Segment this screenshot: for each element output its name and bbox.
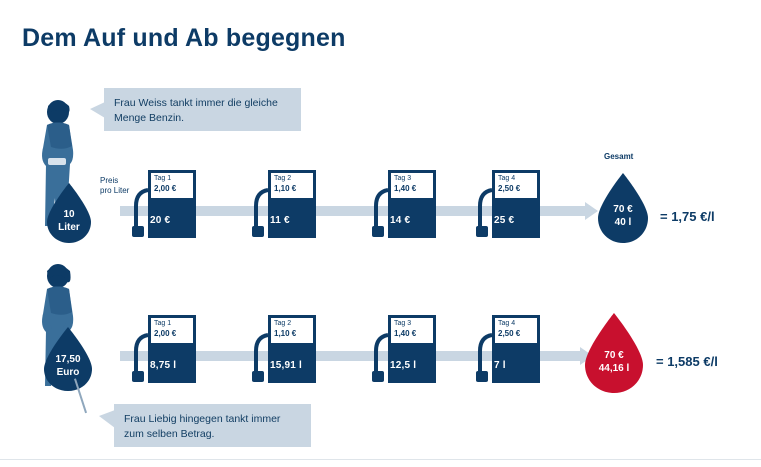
pump-price-label: 1,40 € [394, 183, 417, 193]
pump-day-label: Tag 4 [498, 320, 516, 327]
pump-price-label: 2,50 € [498, 328, 521, 338]
fuel-pump-icon [370, 331, 392, 383]
pump-day-label: Tag 1 [154, 320, 172, 327]
pump-display [391, 173, 433, 198]
pump-price-label: 2,00 € [154, 183, 177, 193]
price-per-liter-caption: Preis pro Liter [100, 176, 130, 196]
pump-price-label: 1,40 € [394, 328, 417, 338]
speech-bubble-liebig-text: Frau Liebig hingegen tankt immer zum selben Betrag. [124, 413, 281, 441]
pump-price-label: 1,10 € [274, 328, 297, 338]
total-caption-top: Gesamt [604, 152, 634, 161]
pump-value-label: 15,91 l [270, 359, 302, 371]
pump-display [391, 318, 433, 343]
pump-value-label: 11 € [270, 214, 290, 226]
start-drop-liebig [38, 326, 98, 392]
start-drop-liebig-line2: Euro [56, 366, 80, 378]
fuel-pump-icon [370, 186, 392, 238]
speech-bubble-weiss-text: Frau Weiss tankt immer die gleiche Menge Benzin. [114, 97, 278, 125]
pump-price-label: 1,10 € [274, 183, 297, 193]
fuel-pump-icon [130, 331, 152, 383]
start-drop-weiss-line2: Liter [58, 221, 80, 233]
pump-day-label: Tag 2 [274, 175, 292, 182]
pump-value-label: 8,75 l [150, 359, 177, 371]
pump-price-label: 2,00 € [154, 328, 177, 338]
pump-value-label: 14 € [390, 214, 411, 226]
start-drop-weiss-line1: 10 [63, 209, 75, 220]
speech-bubble-tail [90, 102, 105, 118]
speech-bubble-weiss [104, 88, 301, 131]
total-drop-liebig [578, 312, 650, 394]
pump-display [151, 318, 193, 343]
fuel-pump-icon [474, 331, 496, 383]
page-title: Dem Auf und Ab begegnen [22, 24, 346, 52]
pump-day-label: Tag 2 [274, 320, 292, 327]
pump-day-label: Tag 4 [498, 175, 516, 182]
start-drop-liebig-line1: 17,50 [55, 354, 81, 365]
total-drop-weiss-line1: 70 € [613, 204, 633, 215]
fuel-pump-icon [250, 331, 272, 383]
pump-display [271, 318, 313, 343]
speech-bubble-tail [99, 410, 115, 428]
pump-value-label: 7 l [494, 359, 506, 371]
speech-bubble-liebig [114, 404, 311, 447]
pump-day-label: Tag 1 [154, 175, 172, 182]
pump-day-label: Tag 3 [394, 175, 412, 182]
pump-display [495, 173, 537, 198]
pump-display [151, 173, 193, 198]
total-drop-liebig-line1: 70 € [604, 350, 624, 361]
footer-divider [0, 459, 761, 460]
total-drop-weiss-line2: 40 l [614, 216, 632, 228]
fuel-pump-icon [474, 186, 496, 238]
pump-value-label: 25 € [494, 214, 515, 226]
pump-display [495, 318, 537, 343]
pump-price-label: 2,50 € [498, 183, 521, 193]
fuel-pump-icon [130, 186, 152, 238]
total-drop-liebig-line2: 44,16 l [598, 362, 630, 374]
pump-value-label: 12,5 l [390, 359, 417, 371]
pump-day-label: Tag 3 [394, 320, 412, 327]
pump-value-label: 20 € [150, 214, 171, 226]
fuel-pump-icon [250, 186, 272, 238]
start-drop-weiss [42, 182, 96, 244]
result-liebig: = 1,585 €/l [656, 354, 718, 369]
pump-display [271, 173, 313, 198]
total-drop-weiss [592, 172, 654, 244]
result-weiss: = 1,75 €/l [660, 209, 715, 224]
